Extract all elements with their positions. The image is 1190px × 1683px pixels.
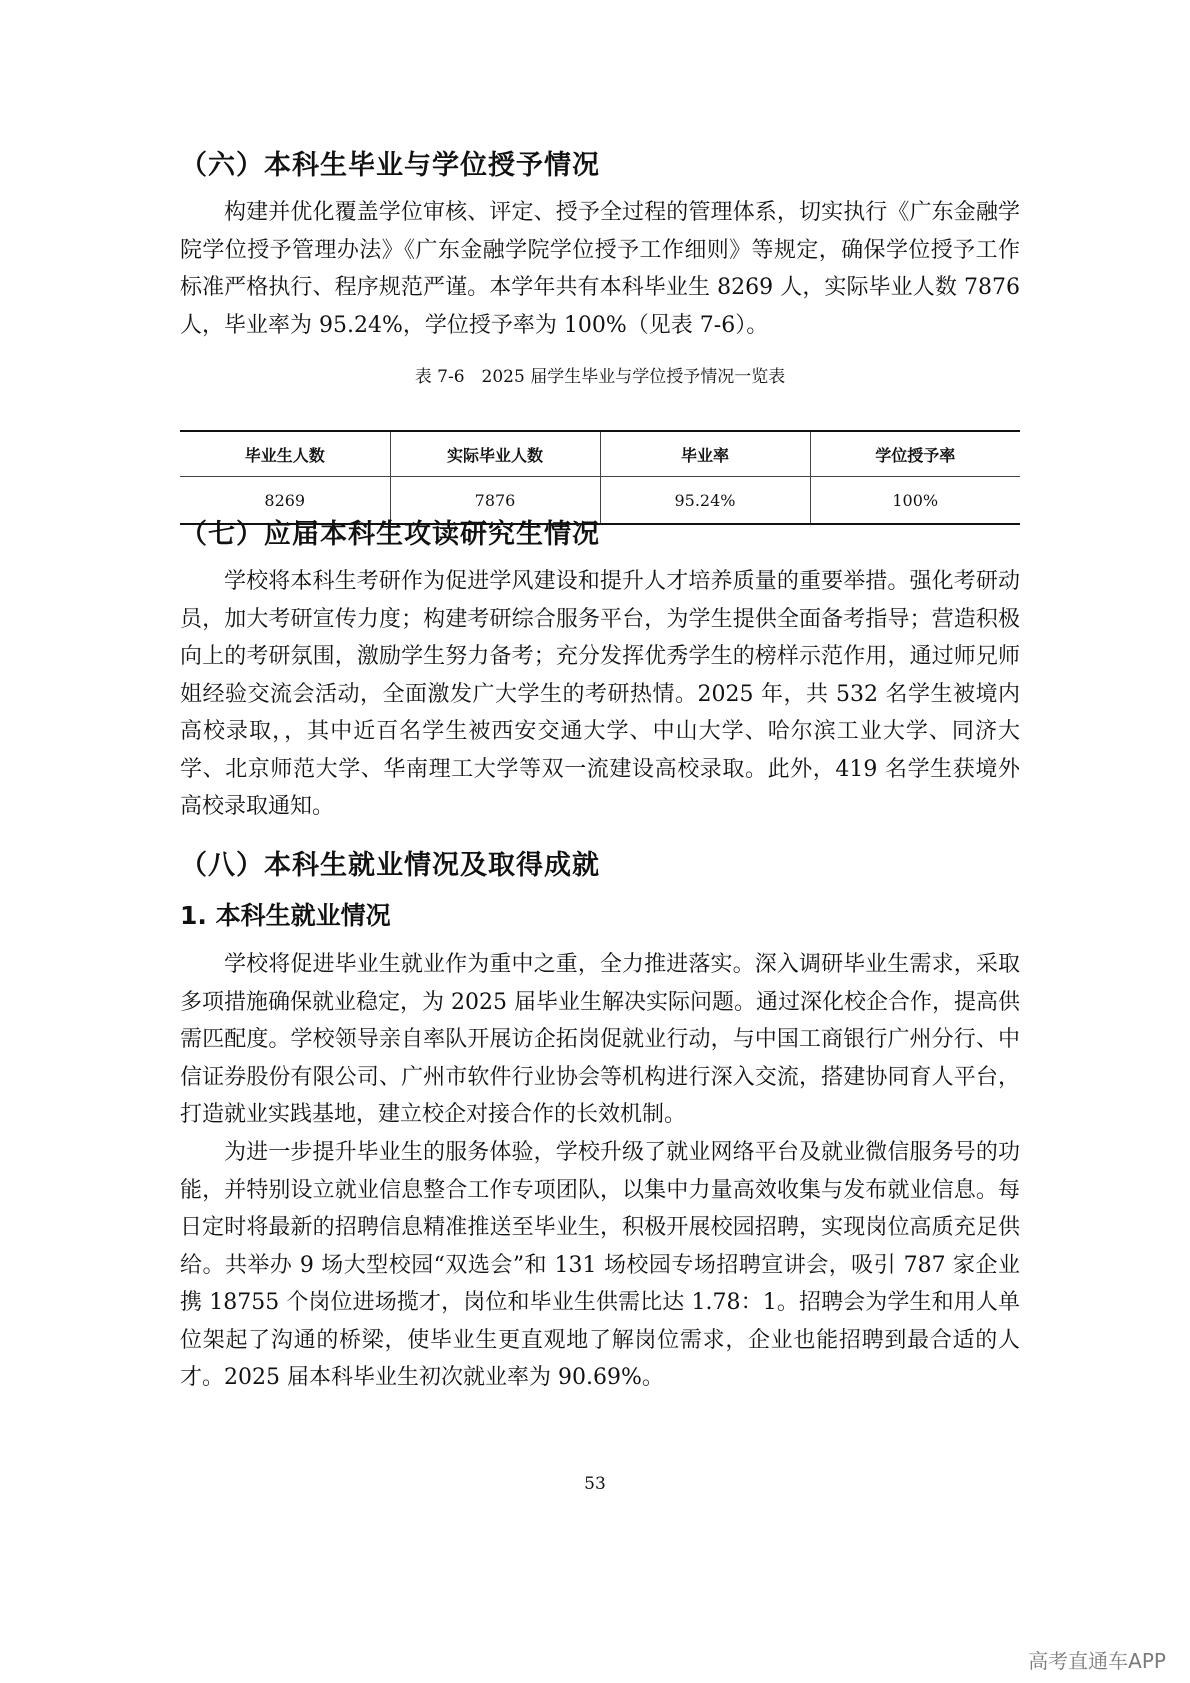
column-header-degree-rate: 学位授予率: [810, 431, 1020, 477]
paragraph-graduation-degree: 构建并优化覆盖学位审核、评定、授予全过程的管理体系，切实执行《广东金融学院学位授予管理办法》《广东金融学院学位授予工作细则》等规定，确保学位授予工作标准严格执行、程序规范严谨。本学年共有本科毕业生 8269 人，实际毕业人数 7876 人，毕业率为 95.24%，学位授予率为 100%（见表 7-6）。: [180, 200, 1020, 338]
column-header-actual-graduates: 实际毕业人数: [390, 431, 600, 477]
paragraph-employment-1: 学校将促进毕业生就业作为重中之重，全力推进落实。深入调研毕业生需求，采取多项措施确保就业稳定，为 2025 届毕业生解决实际问题。通过深化校企合作，提高供需匹配度。学校领导亲自率队开展访企拓岗促就业行动，与中国工商银行广州分行、中信证券股份有限公司、广州市软件行业协会等机构进行深入交流，搭建协同育人平台，打造就业实践基地，建立校企对接合作的长效机制。: [180, 952, 1020, 1127]
table-cell-actual-graduates: 7876: [390, 477, 600, 525]
paragraph-postgraduate: 学校将本科生考研作为促进学风建设和提升人才培养质量的重要举措。强化考研动员，加大考研宣传力度；构建考研综合服务平台，为学生提供全面备考指导；营造积极向上的考研氛围，激励学生努力备考；充分发挥优秀学生的榜样示范作用，通过师兄师姐经验交流会活动，全面激发广大学生的考研热情。2025 年，共 532 名学生被境内高校录取，，其中近百名学生被西安交通大学、中山大学、哈尔滨工业大学、同济大学、北京师范大学、华南理工大学等双一流建设高校录取。此外，419 名学生获境外高校录取通知。: [180, 569, 1020, 819]
column-header-graduation-rate: 毕业率: [600, 431, 810, 477]
section-heading-graduation-degree: （六）本科生毕业与学位授予情况: [180, 150, 600, 181]
section-heading-postgraduate: （七）应届本科生攻读研究生情况: [180, 519, 600, 550]
graduation-degree-table: [180, 430, 1020, 525]
app-watermark: 高考直通车APP: [1028, 1649, 1166, 1673]
table-cell-graduates: 8269: [180, 477, 390, 525]
paragraph-employment-2: 为进一步提升毕业生的服务体验，学校升级了就业网络平台及就业微信服务号的功能，并特别设立就业信息整合工作专项团队，以集中力量高效收集与发布就业信息。每日定时将最新的招聘信息精准推送至毕业生，积极开展校园招聘，实现岗位高质充足供给。共举办 9 场大型校园“双选会”和 131 场校园专场招聘宣讲会，吸引 787 家企业携 18755 个岗位进场揽才，岗位和毕业生供需比达 1.78：1。招聘会为学生和用人单位架起了沟通的桥梁，使毕业生更直观地了解岗位需求，企业也能招聘到最合适的人才。2025 届本科毕业生初次就业率为 90.69%。: [180, 1140, 1020, 1390]
column-header-graduates: 毕业生人数: [180, 431, 390, 477]
table-caption: 表 7-6 2025 届学生毕业与学位授予情况一览表: [414, 367, 786, 387]
subheading-employment: 1. 本科生就业情况: [180, 901, 391, 930]
page-number: 53: [584, 1474, 606, 1494]
table-cell-degree-rate: 100%: [810, 477, 1020, 525]
table-header-row: [180, 431, 1020, 477]
table-cell-graduation-rate: 95.24%: [600, 477, 810, 525]
section-heading-employment: （八）本科生就业情况及取得成就: [180, 850, 600, 881]
